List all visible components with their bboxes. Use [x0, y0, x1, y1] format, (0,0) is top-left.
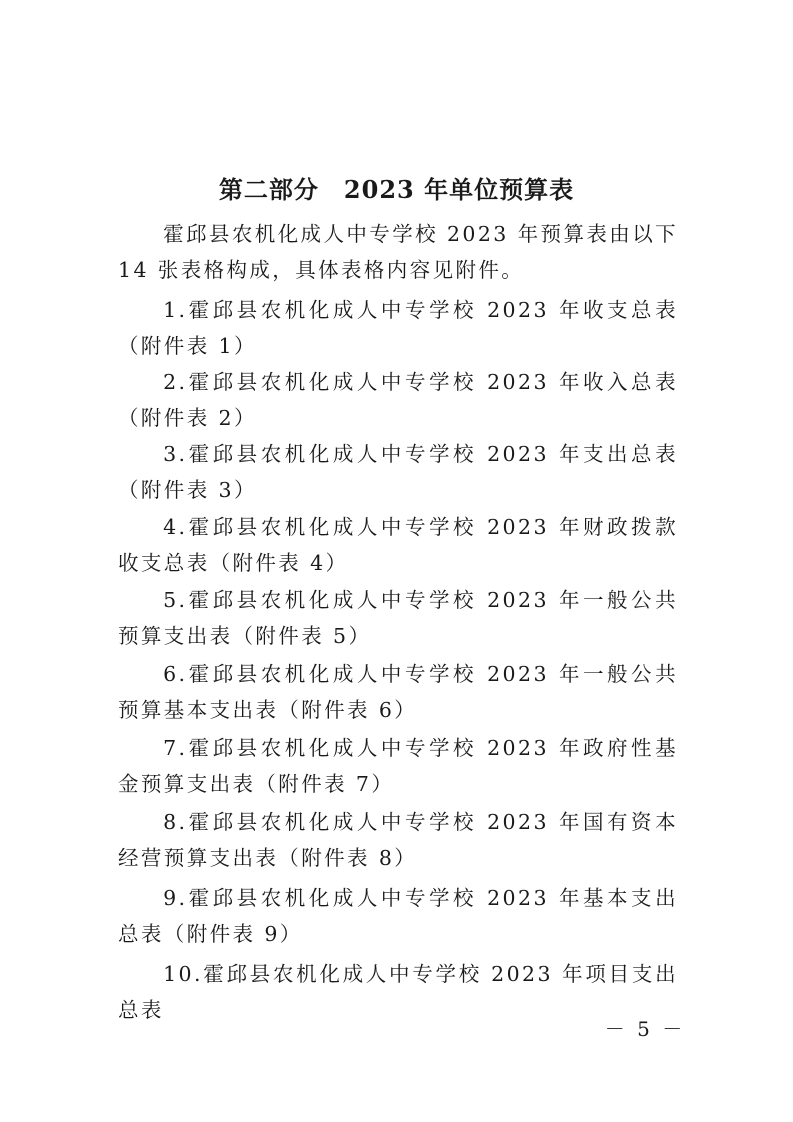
attachment-item-1: 1.霍邱县农机化成人中专学校 2023 年收支总表（附件表 1） — [118, 298, 678, 358]
page-number: － 5 － — [604, 1017, 686, 1041]
attachment-item-8: 8.霍邱县农机化成人中专学校 2023 年国有资本经营预算支出表（附件表 8） — [118, 810, 678, 870]
attachment-item-7: 7.霍邱县农机化成人中专学校 2023 年政府性基金预算支出表（附件表 7） — [118, 736, 678, 796]
attachment-item-9: 9.霍邱县农机化成人中专学校 2023 年基本支出总表（附件表 9） — [118, 886, 678, 946]
attachment-item-5: 5.霍邱县农机化成人中专学校 2023 年一般公共预算支出表（附件表 5） — [118, 588, 678, 648]
section-title: 第二部分 2023 年单位预算表 — [218, 175, 575, 204]
attachment-item-3: 3.霍邱县农机化成人中专学校 2023 年支出总表（附件表 3） — [118, 442, 678, 502]
intro-paragraph: 霍邱县农机化成人中专学校 2023 年预算表由以下 14 张表格构成，具体表格内容见附件。 — [118, 222, 678, 282]
attachment-item-4: 4.霍邱县农机化成人中专学校 2023 年财政拨款收支总表（附件表 4） — [118, 515, 678, 575]
attachment-item-2: 2.霍邱县农机化成人中专学校 2023 年收入总表（附件表 2） — [118, 370, 678, 430]
attachment-item-10: 10.霍邱县农机化成人中专学校 2023 年项目支出总表 — [118, 962, 678, 1022]
attachment-item-6: 6.霍邱县农机化成人中专学校 2023 年一般公共预算基本支出表（附件表 6） — [118, 662, 678, 722]
